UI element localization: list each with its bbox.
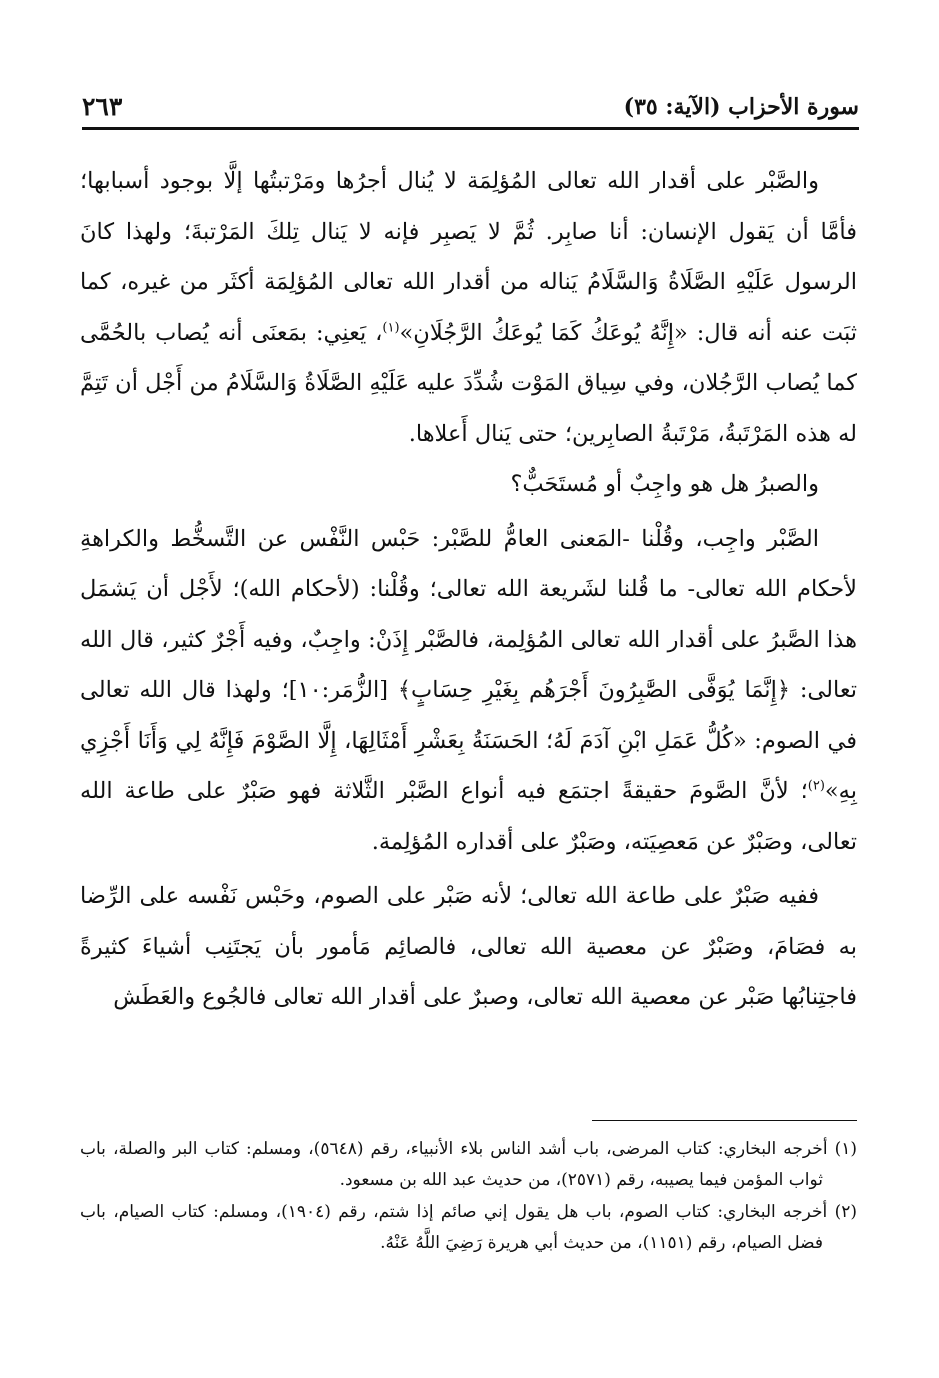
paragraph-text: والصَّبْر على أقدار الله تعالى المُؤلِمَة لا يُنال أجرُها ومَرْتبتُها إلَّا بوجود أسبابها؛ فأمَّا أن يَقول الإنسان: أنا صابِر. ثُمَّ لا يَصبِر فإنه لا يَنال تِلكَ المَرْتبةَ؛ ولهذا كانَ الرسول عَلَيْهِ الصَّلَاةُ وَالسَّلَامُ يَناله من أقدار الله تعالى المُؤلِمَة أكثَر من غيره، كما ثبَت عنه أنه قال: «إِنَّهُ يُوعَكُ كَمَا يُوعَكُ الرَّجُلَانِ» [80,168,857,346]
paragraph [80,871,857,1023]
paragraph [80,514,857,868]
paragraph [80,156,857,459]
page-number: ٢٦٣ [82,92,123,121]
page-header [82,92,859,122]
running-head: سورة الأحزاب (الآية: ٣٥) [623,94,859,120]
footnote-reference[interactable]: (١) [382,320,400,335]
paragraph-text: الصَّبْر واجِب، وقُلْنا -المَعنى العامُّ للصَّبْر: حَبْس النَّفْس عن التَّسخُّط والكراهةِ لأحكام الله تعالى- ما قُلنا لشَريعة الله تعالى؛ وقُلْنا: (لأحكام الله)؛ لأَجْل أن يَشمَل هذا الصَّبرُ على أقدار الله تعالى المُؤلِمة، فالصَّبْر إِذَنْ: واجِبٌ، وفيه أَجْرٌ كثير، قال الله تعالى: ﴿إِنَّمَا يُوَفَّى الصَّٰبِرُونَ أَجْرَهُم بِغَيْرِ حِسَابٍ﴾ [الزُّمَر:١٠]؛ ولهذا قال الله تعالى في الصوم: «كُلُّ عَمَلِ ابْنِ آدَمَ لَهُ؛ الحَسَنَةُ بِعَشْرِ أَمْثَالِهَا، إِلَّا الصَّوْمَ فَإِنَّهُ لِي وَأَنَا أَجْزِي بِهِ» [80,525,857,804]
paragraph [80,459,857,510]
footnote-separator [592,1120,857,1121]
header-rule [82,127,859,130]
footnote-2: (٢) أخرجه البخاري: كتاب الصوم، باب هل يقول إني صائم إذا شتم، رقم (١٩٠٤)، ومسلم: كتاب الصيام، باب فضل الصيام، رقم (١١٥١)، من حديث أبي هريرة رَضِيَ اللَّهُ عَنْهُ. [80,1202,857,1253]
paragraph-text: والصبرُ هل هو واجِبٌ أو مُستَحَبٌّ؟ [510,471,819,497]
paragraph-text-continued: ؛ لأنَّ الصَّومَ حقيقةً اجتمَع فيه أنواع الصَّبْر الثَّلاثة فهو صَبْرٌ على طاعة الله تعالى، وصَبْرٌ عن مَعصِيَته، وصَبْرٌ على أقداره المُؤلِمة. [80,778,857,855]
footnote-1: (١) أخرجه البخاري: كتاب المرضى، باب أشد الناس بلاء الأنبياء، رقم (٥٦٤٨)، ومسلم: كتاب البر والصلة، باب ثواب المؤمن فيما يصيبه، رقم (٢٥٧١)، من حديث عبد الله بن مسعود. [80,1139,857,1190]
body-text [80,156,857,1023]
paragraph-text-continued: ، يَعنِي: بمَعنَى أنه يُصاب بالحُمَّى كما يُصاب الرَّجُلان، وفي سِياق المَوْت شُدِّدَ عليه عَلَيْهِ الصَّلَاةُ وَالسَّلَامُ من أَجْل أن تَتِمَّ له هذه المَرْتَبةُ، مَرْتَبةُ الصابِرين؛ حتى يَنال أَعلاها. [80,319,858,447]
footnotes [80,1134,857,1260]
paragraph-text: ففيه صَبْرٌ على طاعة الله تعالى؛ لأنه صَبْر على الصوم، وحَبْس نَفْسه على الرِّضا به فصَامَ، وصَبْرٌ عن معصية الله تعالى، فالصائِم مَأمور بأن يَجتَنِب أشياءَ كثيرةً فاجتِنابُها صَبْر عن معصية الله تعالى، وصبرٌ على أقدار الله تعالى فالجُوع والعَطَش [80,883,857,1010]
footnote-reference[interactable]: (٢) [807,778,825,794]
